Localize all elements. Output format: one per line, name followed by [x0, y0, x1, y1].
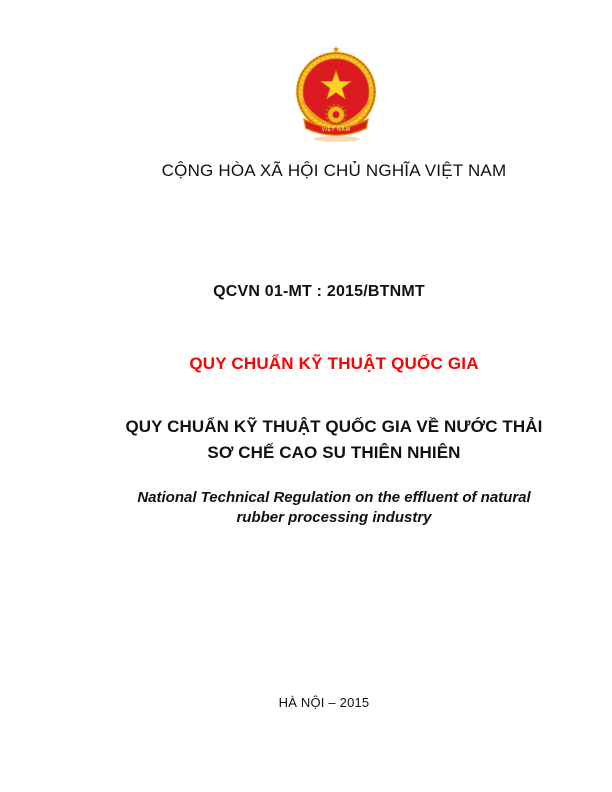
title-vietnamese-line2: SƠ CHẾ CAO SU THIÊN NHIÊN: [207, 443, 461, 462]
series-title-red: QUY CHUẨN KỸ THUẬT QUỐC GIA: [189, 354, 479, 373]
emblem-banner-text: VIỆT NAM: [321, 127, 351, 134]
national-motto: CỘNG HÒA XÃ HỘI CHỦ NGHĨA VIỆT NAM: [161, 161, 507, 180]
document-number: QCVN 01-MT : 2015/BTNMT: [213, 283, 425, 300]
title-english: [56, 488, 612, 528]
vietnam-national-emblem-icon: [290, 46, 382, 143]
place-year: HÀ NỘI – 2015: [278, 695, 370, 710]
vietnam-emblem-svg: [290, 46, 382, 143]
title-vietnamese-line1: QUY CHUẨN KỸ THUẬT QUỐC GIA VỀ NƯỚC THẢI: [125, 417, 543, 436]
title-vietnamese: [56, 414, 612, 466]
title-english-line1: National Technical Regulation on the effluent of natural: [137, 489, 531, 506]
title-english-line2: rubber processing industry: [236, 509, 432, 526]
